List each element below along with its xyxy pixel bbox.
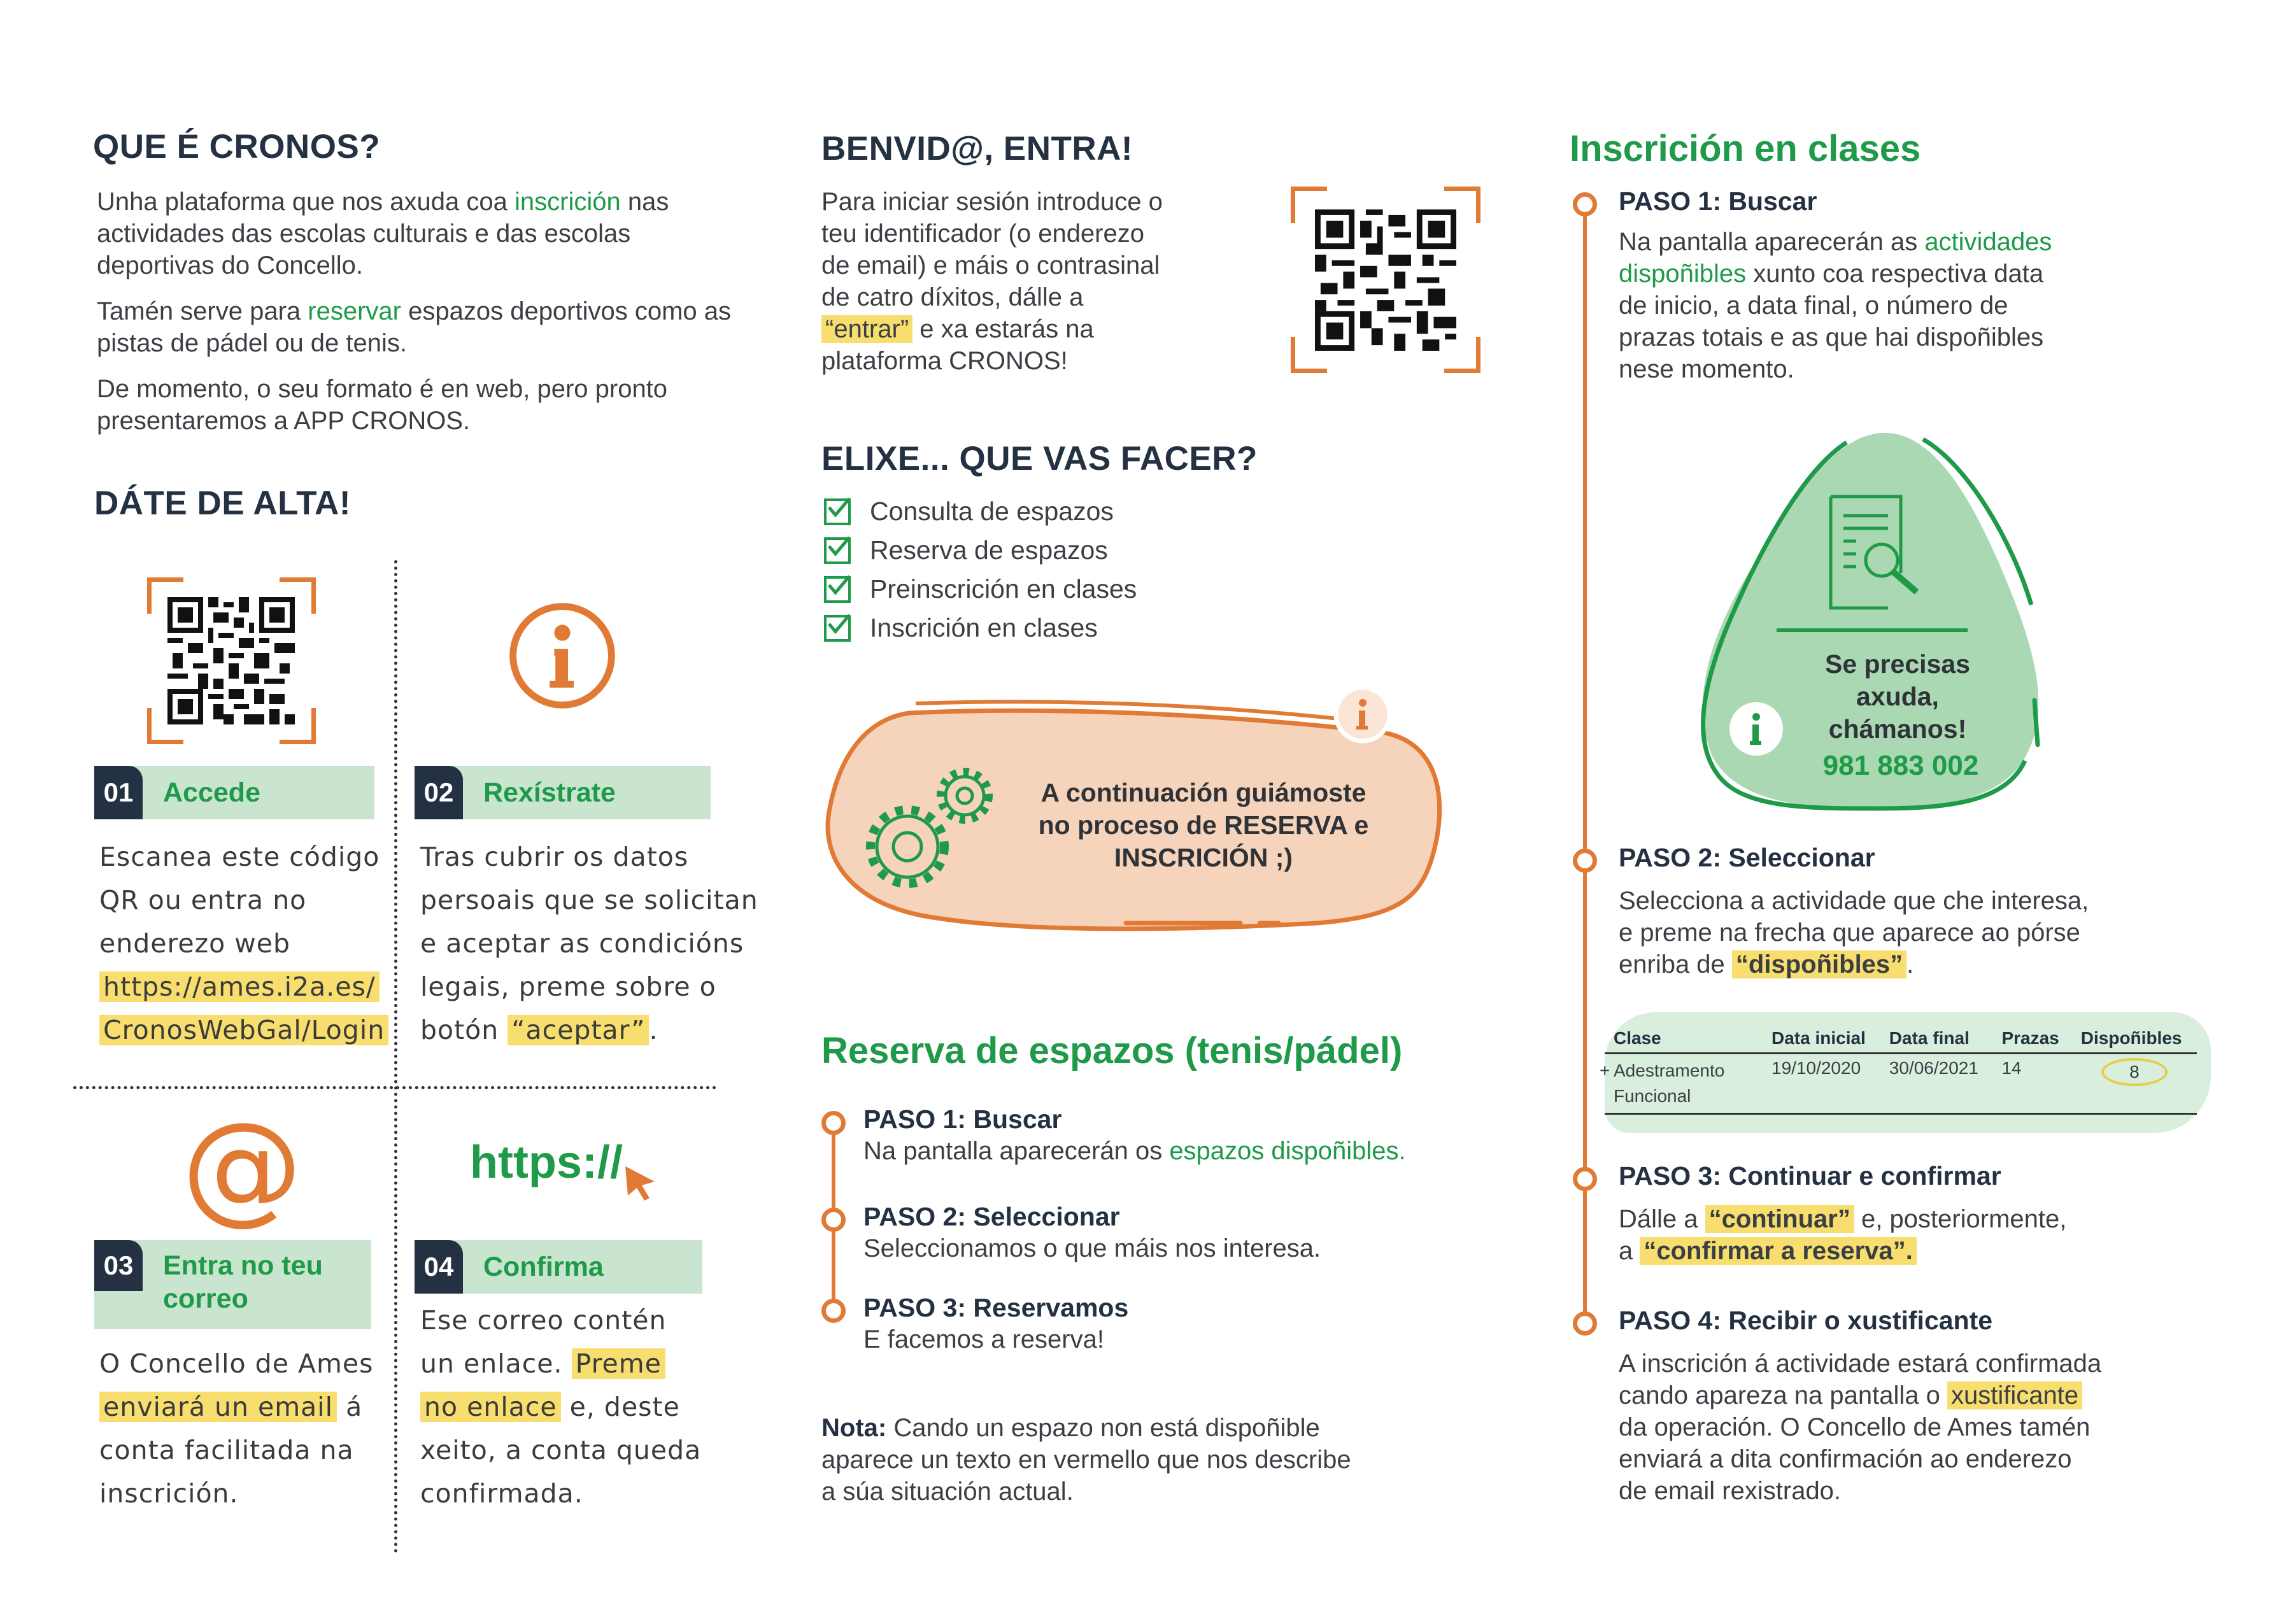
text-fragment: Unha plataforma que nos axuda coa — [97, 188, 515, 216]
info-icon — [1331, 682, 1395, 746]
text-line: plataforma CRONOS! — [821, 347, 1068, 375]
text-fragment: Na pantalla aparecerán as — [1619, 228, 1925, 256]
info-icon — [505, 598, 620, 713]
text-line: prazas totais e as que hai dispoñibles — [1619, 323, 2044, 351]
options-checklist — [824, 492, 1137, 647]
inscricion-step-3 — [1619, 1160, 2179, 1267]
text-line: de inicio, a data final, o número de — [1619, 292, 2008, 320]
checklist-item — [824, 570, 1137, 609]
text-line: teu identificador (o enderezo — [821, 220, 1144, 248]
highlight-disponibles: “dispoñibles” — [1732, 950, 1906, 978]
info-icon — [1728, 700, 1785, 758]
vertical-divider — [394, 560, 397, 1553]
table-header: Prazas — [1992, 1028, 2071, 1054]
text-line: de email) e máis o contrasinal — [821, 251, 1160, 279]
qr-code-frame-login — [1291, 187, 1480, 373]
text-fragment: cando apareza na pantalla o — [1619, 1381, 1947, 1409]
register-url-link[interactable]: https://ames.i2a.es/ — [99, 971, 380, 1002]
expand-row-icon[interactable]: + — [1600, 1061, 1610, 1080]
text-fragment: Dálle a — [1619, 1205, 1705, 1233]
text-line: Tras cubrir os datos — [420, 842, 689, 872]
table-cell: 14 — [2001, 1058, 2022, 1078]
text-fragment: . — [1906, 950, 1914, 978]
date-de-alta-title: DÁTE DE ALTA! — [94, 484, 351, 522]
que-e-cronos-text — [97, 186, 734, 437]
text-line: INSCRICIÓN ;) — [1114, 843, 1293, 872]
step-number: 01 — [94, 766, 143, 819]
text-line: legais, preme sobre o — [420, 971, 716, 1002]
step-title: PASO 1: Buscar — [1619, 187, 1817, 216]
inscricion-title: Inscrición en clases — [1570, 128, 1921, 169]
highlight-actividades: actividades — [1924, 228, 2052, 256]
horizontal-divider — [73, 1086, 716, 1089]
text-fragment: e, deste — [560, 1392, 680, 1422]
highlight-no-enlace: no enlace — [420, 1392, 561, 1422]
text-line: A inscrición á actividade estará confirmada — [1619, 1350, 2102, 1378]
text-line: confirmada. — [420, 1478, 583, 1509]
text-line: Para iniciar sesión introduce o — [821, 188, 1163, 216]
highlight-enviara-email: enviará un email — [99, 1392, 337, 1422]
step-01-text — [99, 835, 388, 1052]
reserva-step-2 — [863, 1201, 1321, 1264]
text-line: de catro díxitos, dálle a — [821, 283, 1084, 311]
timeline-dot — [1573, 192, 1597, 216]
step-label: Rexístrate — [483, 777, 616, 808]
step-03-text — [99, 1342, 374, 1515]
text-line: inscrición. — [99, 1478, 239, 1509]
help-text — [1802, 648, 1993, 745]
text-line: da operación. O Concello de Ames tamén — [1619, 1413, 2091, 1441]
highlight-reservar: reservar — [308, 297, 401, 325]
inscricion-step-2 — [1619, 842, 2179, 980]
text-fragment: Cando un espazo non está dispoñible — [886, 1414, 1320, 1442]
step-label: Confirma — [483, 1252, 604, 1282]
step-04-text — [420, 1299, 701, 1515]
step-number: 04 — [415, 1240, 463, 1294]
qr-code-frame-register — [147, 577, 316, 744]
https-text: https:// — [470, 1137, 623, 1188]
step-02-bar — [415, 766, 711, 819]
step-text: E facemos a reserva! — [863, 1325, 1104, 1353]
highlight-espazos: espazos dispoñibles. — [1169, 1137, 1406, 1165]
checklist-item — [824, 492, 1137, 531]
checkbox-icon — [824, 537, 851, 564]
text-line: a súa situación actual. — [821, 1478, 1074, 1506]
table-header-row — [1605, 1028, 2197, 1054]
table-header: Data inicial — [1763, 1028, 1880, 1054]
qr-code-icon — [1315, 209, 1456, 351]
text-fragment: enriba de — [1619, 950, 1732, 978]
step-04-bar — [415, 1240, 702, 1294]
intro-paragraph-3: De momento, o seu formato é en web, pero pronto presentaremos a APP CRONOS. — [97, 375, 668, 435]
table-header: Clase — [1605, 1028, 1763, 1054]
text-fragment: á — [337, 1392, 363, 1422]
checklist-label: Inscrición en clases — [870, 613, 1098, 642]
timeline-dot — [1573, 1167, 1597, 1191]
step-title: PASO 2: Seleccionar — [863, 1202, 1120, 1231]
table-header: Dispoñibles — [2072, 1028, 2197, 1054]
step-number: 03 — [94, 1240, 143, 1291]
text-fragment: Tamén serve para — [97, 297, 308, 325]
text-line: xeito, a conta queda — [420, 1435, 702, 1465]
step-label: Accede — [163, 777, 260, 808]
table-header: Data final — [1880, 1028, 1993, 1054]
text-fragment: espazos deportivos como as pistas de pádel ou de tenis. — [97, 297, 732, 357]
highlight-disponibles: dispoñibles — [1619, 260, 1747, 288]
table-row[interactable] — [1605, 1054, 2197, 1114]
text-line: nese momento. — [1619, 355, 1794, 383]
reserva-step-3 — [863, 1292, 1128, 1355]
gears-icon — [863, 764, 1003, 901]
step-title: PASO 3: Reservamos — [863, 1293, 1129, 1322]
highlight-continuar: “continuar” — [1705, 1205, 1854, 1233]
inscricion-timeline-line — [1583, 204, 1587, 1331]
checkbox-icon — [824, 615, 851, 642]
nota-text — [821, 1412, 1458, 1507]
text-line: axuda, — [1856, 682, 1939, 711]
checkbox-icon — [824, 576, 851, 603]
step-01-bar — [94, 766, 374, 819]
reserva-step-1 — [863, 1103, 1406, 1167]
checklist-item — [824, 531, 1137, 570]
cursor-icon — [621, 1164, 660, 1202]
text-line: QR ou entra no — [99, 885, 307, 915]
step-03-bar — [94, 1240, 371, 1329]
step-number: 02 — [415, 766, 463, 819]
text-fragment: a — [1619, 1237, 1640, 1265]
text-fragment: xunto coa respectiva data — [1746, 260, 2044, 288]
help-phone[interactable]: 981 883 002 — [1822, 750, 1979, 781]
inscricion-step-1 — [1619, 185, 2179, 385]
text-line: de email rexistrado. — [1619, 1477, 1842, 1505]
text-fragment: e xa estarás na — [912, 315, 1094, 343]
benvid-title: BENVID@, ENTRA! — [821, 130, 1133, 167]
intro-paragraph-1 — [97, 186, 734, 281]
text-line: A continuación guiámoste — [1040, 778, 1367, 807]
timeline-dot — [1573, 1311, 1597, 1336]
step-title: PASO 1: Buscar — [863, 1105, 1062, 1134]
step-label: Entra no teu correo — [163, 1250, 323, 1314]
highlight-confirmar: “confirmar a reserva”. — [1640, 1237, 1916, 1265]
text-line: chámanos! — [1828, 714, 1967, 744]
text-line: persoais que se solicitan — [420, 885, 758, 915]
timeline-dot — [1573, 849, 1597, 873]
table-cell: 30/06/2021 — [1889, 1058, 1978, 1078]
text-line: enviará a dita confirmación ao enderezo — [1619, 1445, 2072, 1473]
reserva-title: Reserva de espazos (tenis/pádel) — [821, 1030, 1403, 1071]
text-line: aparece un texto en vermello que nos describe — [821, 1446, 1351, 1474]
classes-table — [1600, 1028, 2197, 1115]
text-line: Escanea este código — [99, 842, 380, 872]
step-title: PASO 2: Seleccionar — [1619, 843, 1875, 872]
nota-label: Nota: — [821, 1414, 887, 1442]
text-line: O Concello de Ames — [99, 1348, 374, 1379]
text-line: no proceso de RESERVA e — [1038, 810, 1369, 840]
timeline-dot — [821, 1111, 846, 1135]
text-fragment: botón — [420, 1015, 508, 1045]
que-e-cronos-title: QUE É CRONOS? — [93, 128, 381, 166]
highlight-aceptar: “aceptar” — [508, 1015, 649, 1045]
checklist-label: Reserva de espazos — [870, 535, 1108, 565]
text-line: e aceptar as condicións — [420, 928, 744, 959]
highlight-entrar: “entrar” — [821, 315, 912, 343]
text-fragment: nas actividades das escolas culturais e das escolas deportivas do Concello. — [97, 188, 669, 279]
text-line: Ese correo contén — [420, 1305, 667, 1336]
intro-paragraph-2 — [97, 295, 734, 359]
text-line: enderezo web — [99, 928, 291, 959]
inscricion-step-4 — [1619, 1304, 2192, 1507]
available-count[interactable]: 8 — [2101, 1058, 2168, 1086]
text-line: e preme na frecha que aparece ao pórse — [1619, 919, 2080, 947]
benvid-text — [821, 186, 1242, 377]
step-title: PASO 4: Recibir o xustificante — [1619, 1306, 1993, 1335]
text-line: conta facilitada na — [99, 1435, 354, 1465]
guide-bubble-text — [1019, 777, 1388, 874]
highlight-inscricion: inscrición — [515, 188, 621, 216]
elixe-title: ELIXE... QUE VAS FACER? — [821, 440, 1258, 477]
table-cell: Adestramento Funcional — [1614, 1061, 1725, 1106]
register-url-link[interactable]: CronosWebGal/Login — [99, 1015, 388, 1045]
text-line: Selecciona a actividade que che interesa, — [1619, 887, 2089, 915]
qr-code-icon — [167, 597, 295, 724]
checklist-label: Preinscrición en clases — [870, 574, 1137, 604]
text-fragment: un enlace. — [420, 1348, 572, 1379]
text-fragment: Na pantalla aparecerán os — [863, 1137, 1170, 1165]
table-cell: 19/10/2020 — [1771, 1058, 1861, 1078]
checklist-label: Consulta de espazos — [870, 497, 1114, 526]
checklist-item — [824, 609, 1137, 647]
document-search-icon — [1821, 493, 1929, 614]
text-line: Se precisas — [1825, 649, 1970, 679]
timeline-dot — [821, 1208, 846, 1232]
step-text: Seleccionamos o que máis nos interesa. — [863, 1234, 1321, 1262]
highlight-xustificante: xustificante — [1947, 1381, 2082, 1409]
step-title: PASO 3: Continuar e confirmar — [1619, 1161, 2001, 1190]
text-fragment: . — [649, 1015, 658, 1045]
step-02-text — [420, 835, 758, 1052]
timeline-dot — [821, 1299, 846, 1323]
checkbox-icon — [824, 498, 851, 525]
highlight-preme: Preme — [572, 1348, 665, 1379]
text-fragment: e, posteriormente, — [1854, 1205, 2067, 1233]
at-icon: @ — [181, 1096, 302, 1237]
